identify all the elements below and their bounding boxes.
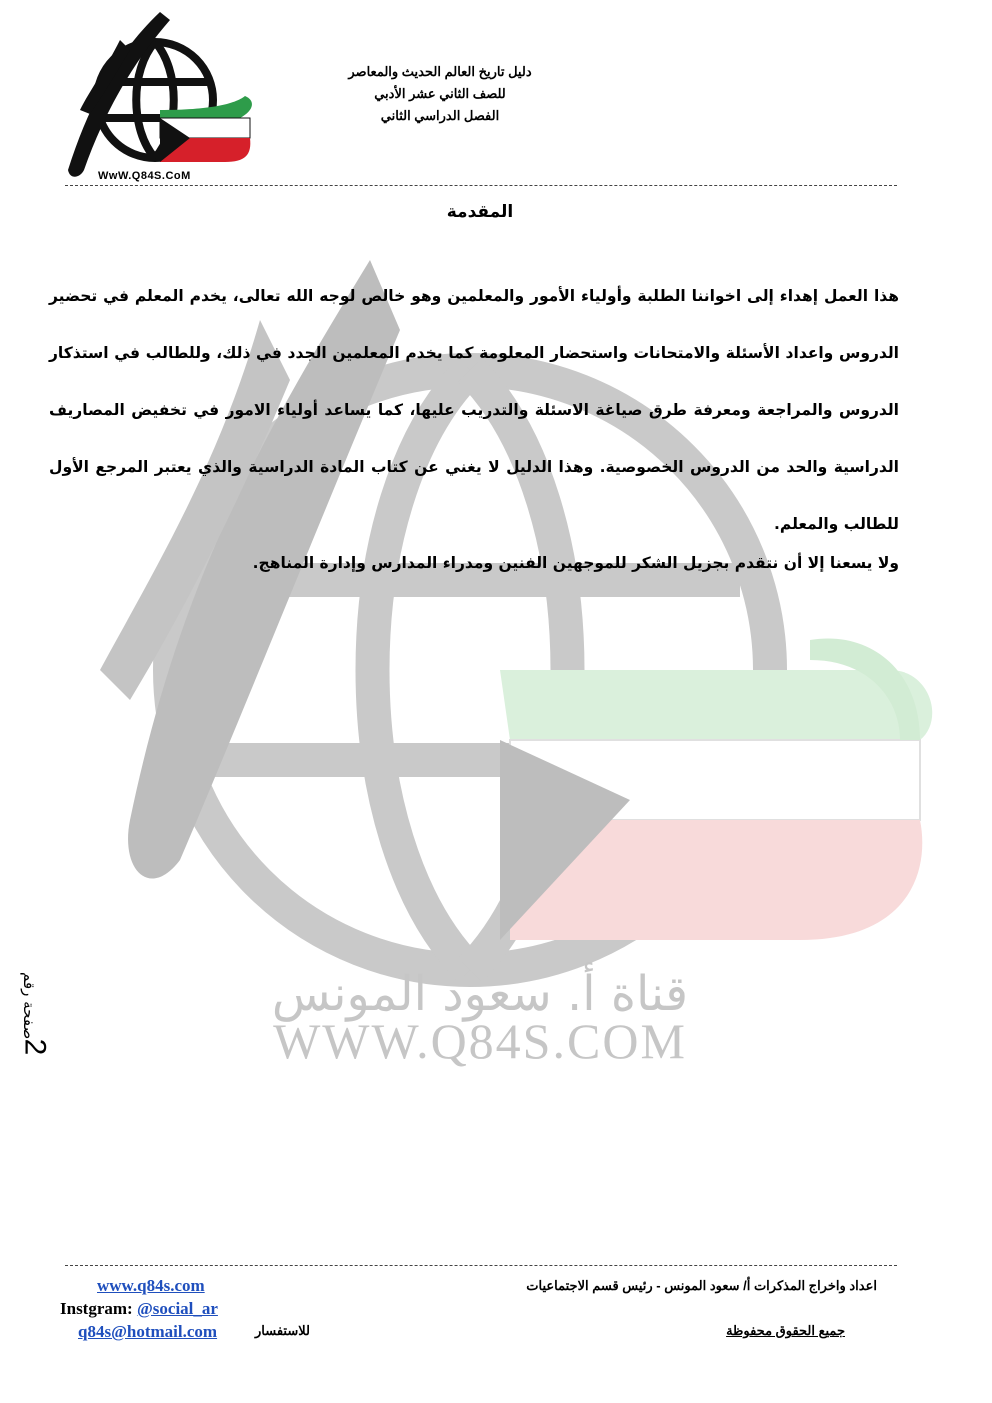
page-number [14, 960, 74, 1070]
watermark-url-text: WWW.Q84S.COM [273, 1013, 687, 1069]
header-semester: الفصل الدراسي الثاني [380, 108, 500, 123]
footer-credit: اعداد واخراج المذكرات أ/ سعود المونس - رئيس قسم الاجتماعيات [526, 1278, 877, 1293]
header-title: دليل تاريخ العالم الحديث والمعاصر [348, 64, 532, 79]
thanks-paragraph: ولا يسعنا إلا أن نتقدم بجزيل الشكر للموجهين الفنين ومدراء المدارس وإدارة المناهج. [252, 554, 899, 572]
website-link[interactable]: www.q84s.com [97, 1276, 205, 1295]
page-number-label: صفحة رقم [20, 972, 38, 1040]
page-number-value: 2 [18, 1038, 52, 1056]
intro-paragraph: هذا العمل إهداء إلى اخواننا الطلبة وأولياء الأمور والمعلمين وهو خالص لوجه الله تعالى، يخدم المعلم في تحضير الدروس واعداد الأسئلة والامتحانات واستحضار المعلومة كما يخدم المعلمين الجدد في ذلك، وللطالب في استذكار الدروس والمراجعة ومعرفة طرق صياغة الاسئلة والتدريب عليها، كما يساعد أولياء الامور في تخفيض المصاريف الدراسية والحد من الدروس الخصوصية. وهذا الدليل لا يغني عن كتاب المادة الدراسية والذي يعتبر المرجع الأول للطالب والمعلم. [49, 287, 899, 533]
instagram-link[interactable]: @social_ar [136, 1299, 218, 1318]
school-logo [60, 10, 260, 185]
email-link[interactable]: q84s@hotmail.com [78, 1322, 218, 1341]
header-divider [65, 185, 897, 186]
instagram-label: Instgram: [60, 1299, 133, 1318]
instagram-line [60, 1299, 218, 1319]
section-title: المقدمة [446, 202, 514, 222]
footer-inquiry-label: للاستفسار [255, 1323, 310, 1338]
header-grade: للصف الثاني عشر الأدبي [374, 86, 506, 101]
logo-url-text: WwW.Q84S.CoM [98, 170, 191, 182]
footer-divider [65, 1265, 897, 1266]
watermark-channel-text: قناة أ. سعود المونس [271, 966, 689, 1022]
footer-rights: جميع الحقوق محفوظة [726, 1323, 845, 1338]
